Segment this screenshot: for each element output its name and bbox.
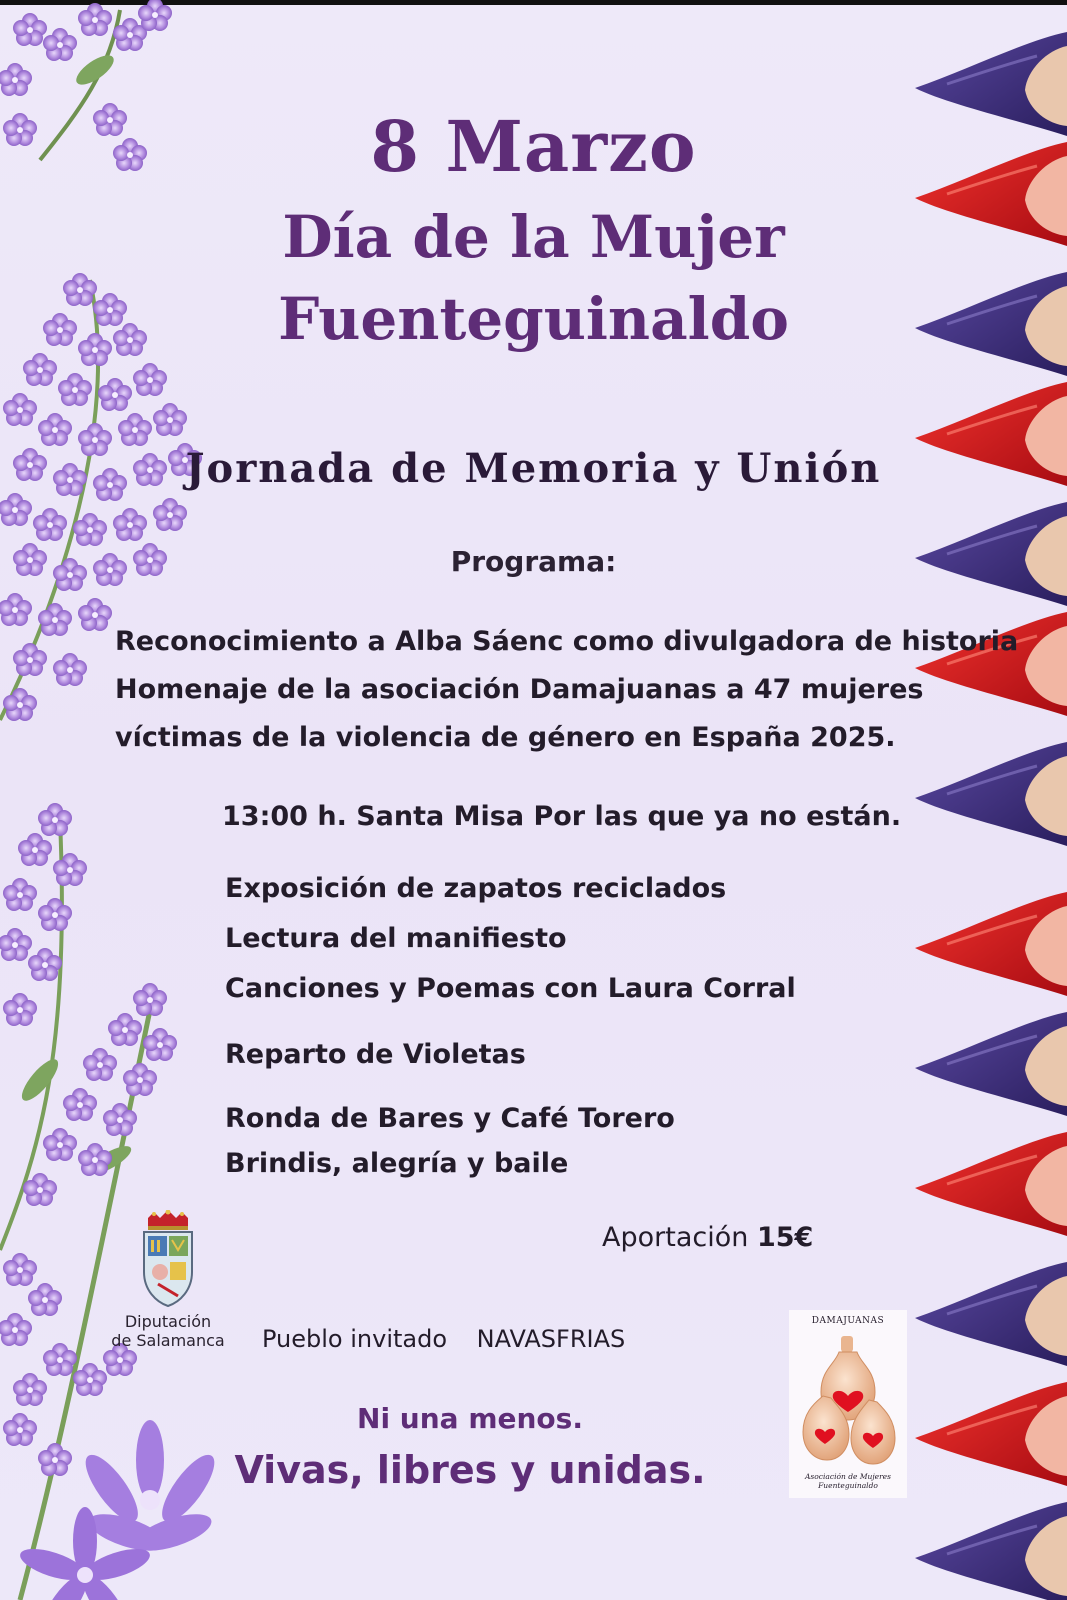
slogan-2: Vivas, libres y unidas. [234,1448,706,1492]
damajuanas-logo [789,1310,907,1498]
title-date: 8 Marzo [370,105,697,188]
program-event: Canciones y Poemas con Laura Corral [225,973,796,1004]
contribution-label: Aportación [602,1222,749,1253]
contribution-amount: 15€ [756,1222,814,1253]
damajuanas-subtitle-line: Asociación de Mujeres [805,1472,891,1481]
bottle-hearts-icon [795,1334,901,1469]
guest-town-name: NAVASFRIAS [476,1325,626,1353]
damajuanas-subtitle [789,1472,907,1490]
damajuanas-subtitle-line: Fuenteguinaldo [818,1481,878,1490]
contribution [602,1222,813,1253]
program-event: Reparto de Violetas [225,1039,526,1070]
title-town: Fuenteguinaldo [278,285,789,353]
title-event: Día de la Mujer [282,203,785,271]
program-intro-line: Reconocimiento a Alba Sáenc como divulgadora de historia [115,626,1019,657]
program-intro-line: víctimas de la violencia de género en España 2025. [115,722,896,753]
diputacion-logo [108,1210,228,1350]
program-intro-line: Homenaje de la asociación Damajuanas a 47 mujeres [115,674,924,705]
damajuanas-title: DAMAJUANAS [811,1316,885,1326]
program-heading: Programa: [450,545,617,578]
guest-town [262,1325,625,1353]
program-misa: 13:00 h. Santa Misa Por las que ya no están. [222,801,902,832]
program-event: Ronda de Bares y Café Torero [225,1103,675,1134]
program-event: Brindis, alegría y baile [225,1148,569,1179]
diputacion-label: de Salamanca [111,1331,225,1350]
program-event: Exposición de zapatos reciclados [225,873,727,904]
guest-label: Pueblo invitado [262,1325,448,1353]
diputacion-label: Diputación [124,1312,212,1331]
slogan-1: Ni una menos. [357,1402,583,1435]
coat-of-arms-icon [138,1210,198,1310]
program-event: Lectura del manifiesto [225,923,567,954]
subtitle: Jornada de Memoria y Unión [185,445,882,492]
